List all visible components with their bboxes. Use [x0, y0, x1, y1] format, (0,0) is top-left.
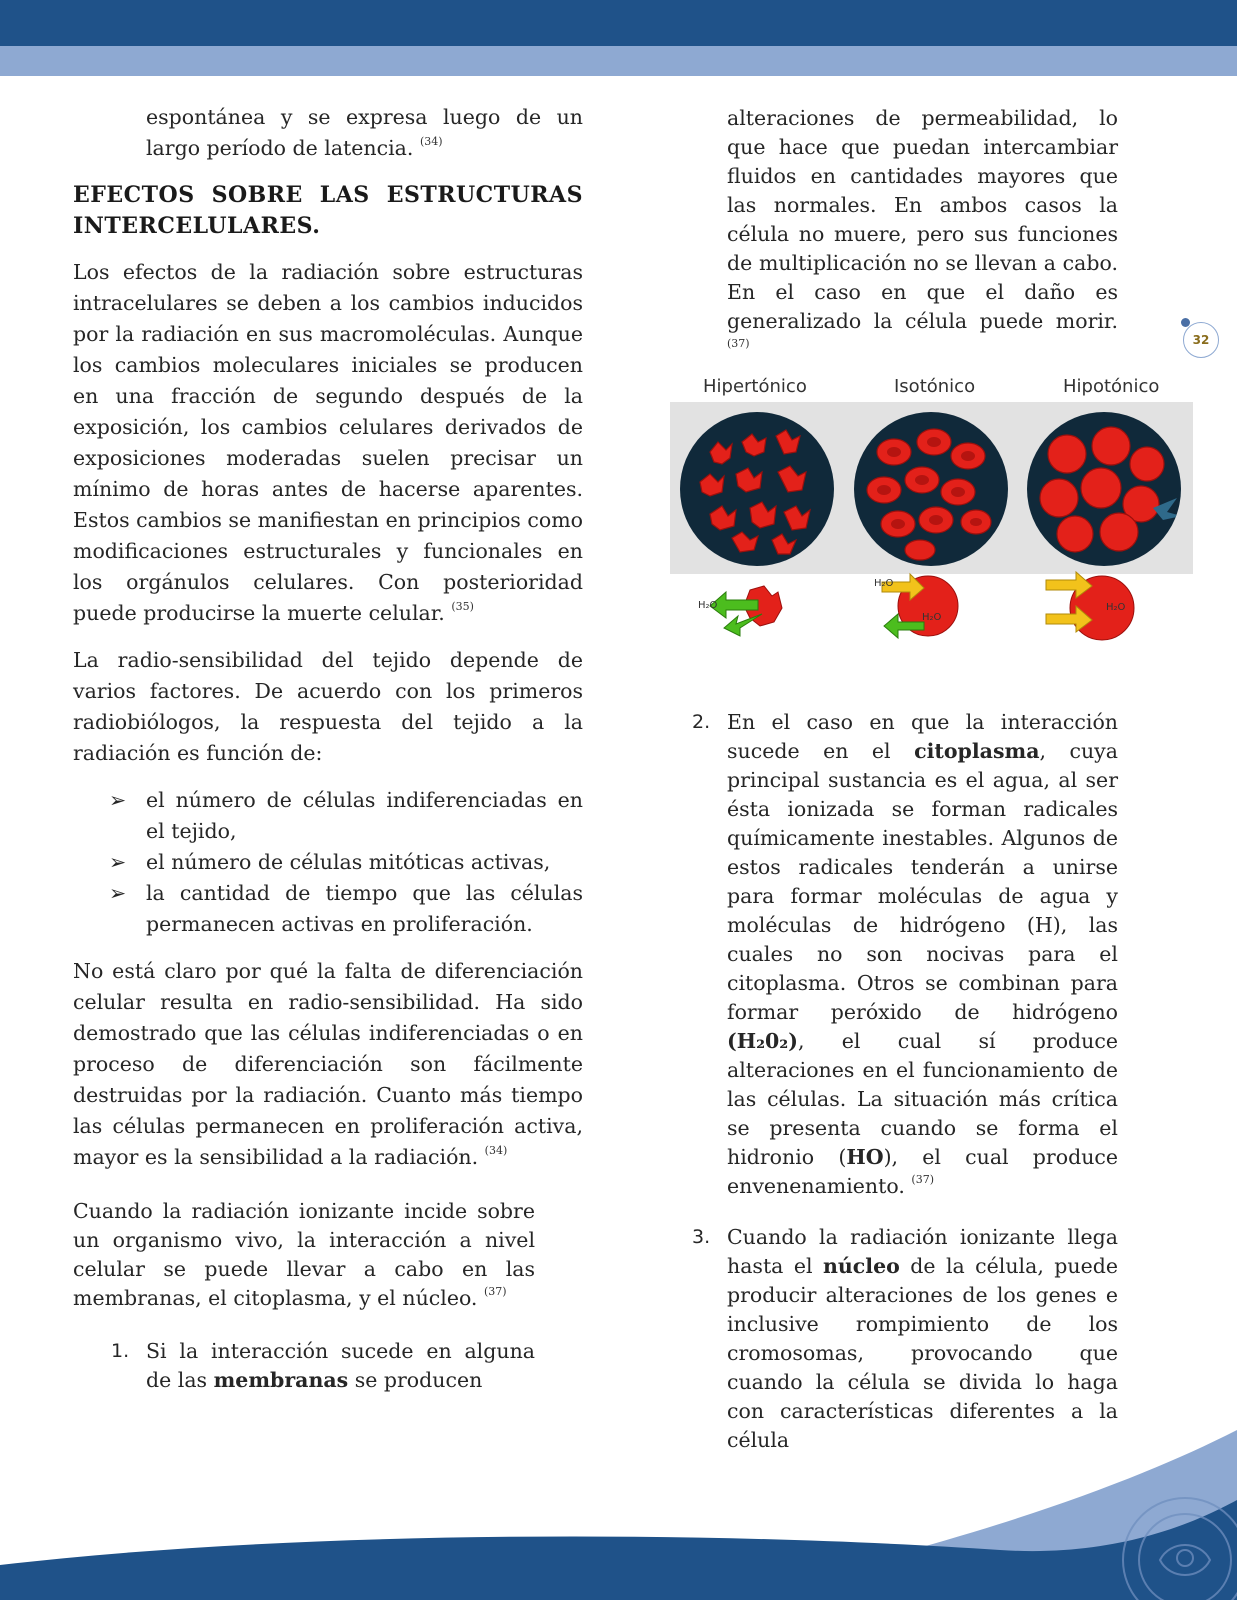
list-item-2: 2. En el caso en que la interacción sucede en el citoplasma, cuya principal sustancia es el agua, al ser ésta ionizada se forman radicales químicamente inestables. Algunos de estos radicales tenderán a unirse para formar moléculas de agua y moléculas de hidrógeno (H), las cuales no son nocivas para el citoplasma. Otros se combinan para formar peróxido de hidrógeno (H₂0₂), el cual sí produce alteraciones en el funcionamiento de las células. La situación más crítica se presenta cuando se forma el hidronio (HO), el cual produce envenenamiento. $^{(37)}$ [692, 710, 1119, 1198]
citation-ref: (37) [911, 1173, 934, 1186]
right-column-bottom [687, 708, 1118, 1473]
citation-ref: (35) [451, 600, 474, 613]
water-label: H₂O [922, 612, 942, 623]
arrow-bullet-icon: ➢ [109, 850, 127, 874]
arrow-bullet-icon: ➢ [109, 881, 127, 905]
citation-ref: (37) [483, 1285, 507, 1298]
footer-waves [0, 1390, 1237, 1600]
isotonic-cells-image [854, 412, 1008, 566]
hypotonic-cells-image [1027, 412, 1181, 566]
list-item: ➢ el número de células mitóticas activas, [146, 847, 583, 878]
osmosis-figure [666, 368, 1203, 660]
label-hypertonic: Hipertónico [703, 376, 807, 397]
label-isotonic: Isotónico [894, 376, 976, 397]
citation-ref: (34) [484, 1144, 508, 1157]
list-item-3: 3. Cuando la radiación ionizante llega hasta el núcleo de la célula, puede producir alteraciones de los genes e inclusive rompimiento de los cromosomas, provocando que cuando la célula se divida lo haga con características diferentes a la célula [692, 1225, 1118, 1452]
list-item-1: 1. Si la interacción sucede en alguna de las membranas se producen [111, 1339, 535, 1392]
intro-line: espontánea y se expresa luego de un largo período de latencia. $^{(34)}$ [146, 105, 583, 160]
list-item: ➢ el número de células indiferenciadas en el tejido, [146, 785, 583, 847]
label-hypotonic: Hipotónico [1063, 376, 1160, 397]
right-column-top [727, 104, 1118, 381]
interaction-list-continued [687, 708, 1118, 1455]
header-bar-light [0, 46, 1237, 76]
citation-ref: (34) [419, 135, 443, 148]
paragraph-4: Cuando la radiación ionizante incide sobre un organismo vivo, la interacción a nivel celular se puede llevar a cabo en las membranas, el citoplasma, y el núcleo. $^{(37)}$ [73, 1199, 535, 1310]
list-item: ➢ la cantidad de tiempo que las células permanecen activas en proliferación. [146, 878, 583, 940]
paragraph-3: No está claro por qué la falta de diferenciación celular resulta en radio-sensibilidad. Ha sido demostrado que las células indiferenciadas o en proceso de diferenciación son fácilmente destruidas por la radiación. Cuanto más tiempo las células permanecen en proliferación activa, mayor es la sensibilidad a la radiación. $^{(34)}$ [73, 959, 583, 1169]
left-column [73, 102, 583, 1411]
hypertonic-cells-image [680, 412, 834, 566]
paragraph-2: La radio-sensibilidad del tejido depende de varios factores. De acuerdo con los primeros radiobiólogos, la respuesta del tejido a la radiación es función de: [73, 648, 583, 765]
water-label: H₂O [1106, 602, 1126, 613]
citation-ref: (37) [727, 337, 750, 350]
paragraph-1: Los efectos de la radiación sobre estructuras intracelulares se deben a los cambios inducidos por la radiación en sus macromoléculas. Aunque los cambios moleculares iniciales se producen en una fracción de segundo después de la exposición, los cambios celulares derivados de exposiciones moderadas suelen precisar un mínimo de horas antes de hacerse aparentes. Estos cambios se manifiestan en principios como modificaciones estructurales y funcionales en los orgánulos celulares. Con posterioridad puede producirse la muerte celular. $^{(35)}$ [73, 260, 583, 625]
water-label: H₂O [698, 600, 718, 611]
arrow-bullet-icon: ➢ [109, 788, 127, 812]
water-label: H₂O [874, 578, 894, 589]
header-bar-dark [0, 0, 1237, 46]
factor-list [73, 785, 583, 940]
continuation-paragraph: alteraciones de permeabilidad, lo que hace que puedan intercambiar fluidos en cantidades mayores que las normales. En ambos casos la célula no muere, pero sus funciones de multiplicación no se llevan a cabo. En el caso en que el daño es generalizado la célula puede morir. $^{(37)}$ [727, 106, 1118, 350]
page-number: 32 [1183, 322, 1219, 358]
interaction-list [73, 1337, 535, 1395]
section-heading: EFECTOS SOBRE LAS ESTRUCTURAS INTERCELULARES. [73, 182, 583, 239]
